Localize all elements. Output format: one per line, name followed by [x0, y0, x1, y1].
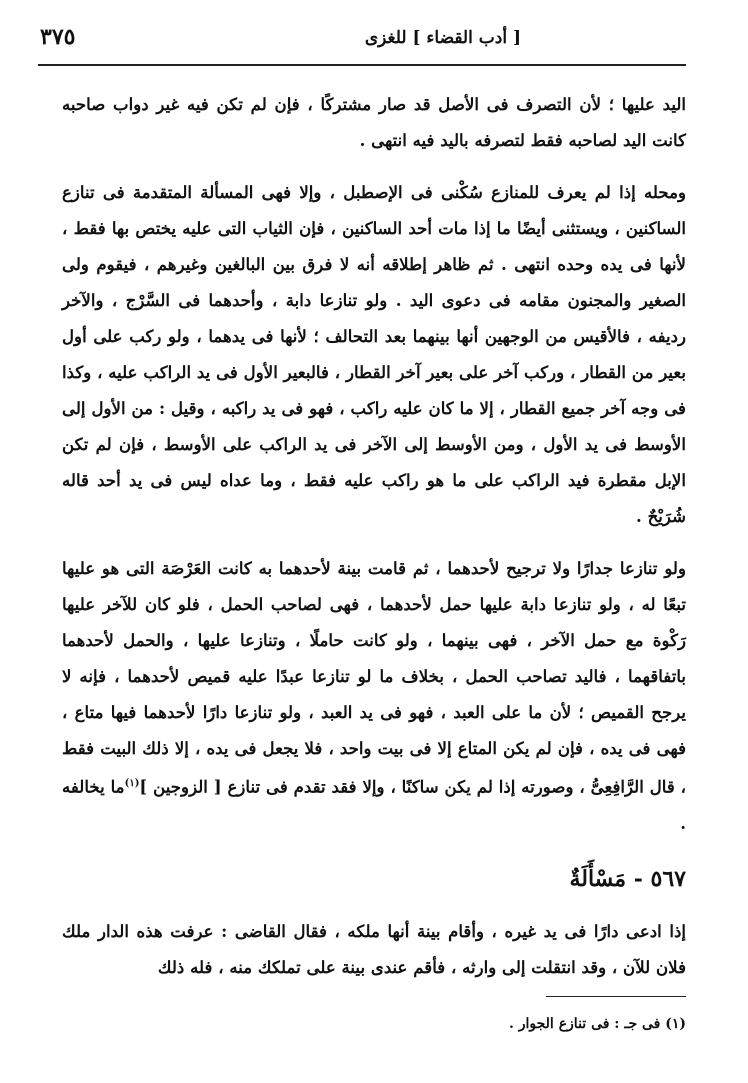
- paragraph-1: اليد عليها ؛ لأن التصرف فى الأصل قد صار مشتركًا ، فإن لم تكن فيه غير دواب صاحبه كانت اليد لصاحبه فقط لتصرفه باليد فيه انتهى .: [62, 94, 686, 150]
- paragraph-4: إذا ادعى دارًا فى يد غيره ، وأقام بينة أنها ملكه ، فقال القاضى : عرفت هذه الدار ملك فلان للآن ، وقد انتقلت إلى وارثه ، فأقم عندى بينة على تملكك منه ، فله ذلك: [62, 920, 686, 977]
- page-body: [62, 86, 686, 985]
- page-number: ٣٧٥: [40, 24, 76, 50]
- footnote: (١) فى جـ : فى تنازع الجوار .: [509, 1016, 686, 1032]
- footnote-reference: (١): [124, 778, 140, 789]
- paragraph-2: ومحله إذا لم يعرف للمنازع سُكْنى فى الإصطبل ، وإلا فهى المسألة المتقدمة فى تنازع الساكنين ، ويستثنى أيضًا ما إذا مات أحد الساكنين ، فإن الثياب التى عليه يختص بها فقط ، لأنها فى يده وحده انتهى . ثم ظاهر إطلاقه أنه لا فرق بين البالغين وغيرهم ، فيقوم ولى الصغير والمجنون مقامه فى دعوى اليد . ولو تنازعا دابة ، وأحدهما فى السَّرْج ، والآخر رديفه ، فالأقيس من الوجهين أنها بينهما بعد التحالف ؛ لأنها فى يدهما ، ولو ركب على أول بعير من القطار ، وركب آخر على بعير آخر القطار ، فالبعير الأول فى يد الراكب عليه ، وكذا فى وجه آخر جميع القطار ، إلا ما كان عليه راكب ، فهو فى يد راكبه ، وقيل : من الأول إلى الأوسط فى يد الأول ، ومن الأوسط إلى الآخر فى يد الراكب على الأوسط ، فإن لم تكن الإبل مقطرة فيد الراكب على ما هو راكب عليه فقط ، وما عداه ليس فى يد أحد قاله شُرَيْحٌ .: [62, 182, 686, 526]
- section-title: ٥٦٧ - مَسْأَلَةٌ: [569, 865, 686, 892]
- header-rule: [38, 64, 686, 66]
- running-title: [ أدب القضاء ] للغزى: [364, 28, 521, 48]
- page-header: [40, 22, 686, 58]
- paragraph-3-text-after: ما يخالفه .: [62, 776, 686, 833]
- paragraph-3: [62, 550, 686, 841]
- footnote-rule: [546, 996, 686, 997]
- paragraph-3-text: ولو تنازعا جدارًا ولا ترجيح لأحدهما ، ثم قامت بينة لأحدهما به كانت العَرْصَة التى هو عليها تبعًا له ، ولو تنازعا دابة عليها حمل لأحدهما ، فهى لصاحب الحمل ، فلو كان للآخر عليها رَكْوة مع حمل الآخر ، فهى بينهما ، ولو كانت حاملًا ، وتنازعا عليها ، والحمل لأحدهما باتفاقهما ، فاليد تصاحب الحمل ، بخلاف ما لو تنازعا عبدًا عليه قميص لأحدهما ، فإنه لا يرجح القميص ؛ لأن ما على العبد ، فهو فى يد العبد ، ولو تنازعا دارًا لأحدهما فيها متاع ، فهى فى يده ، فإن لم يكن المتاع إلا فى بيت واحد ، فلا يجعل فى يده ، إلا ذلك البيت فقط ، قال الرَّافِعِىُّ ، وصورته إذا لم يكن ساكنًا ، وإلا فقد تقدم فى تنازع [ الزوجين ]: [62, 558, 686, 797]
